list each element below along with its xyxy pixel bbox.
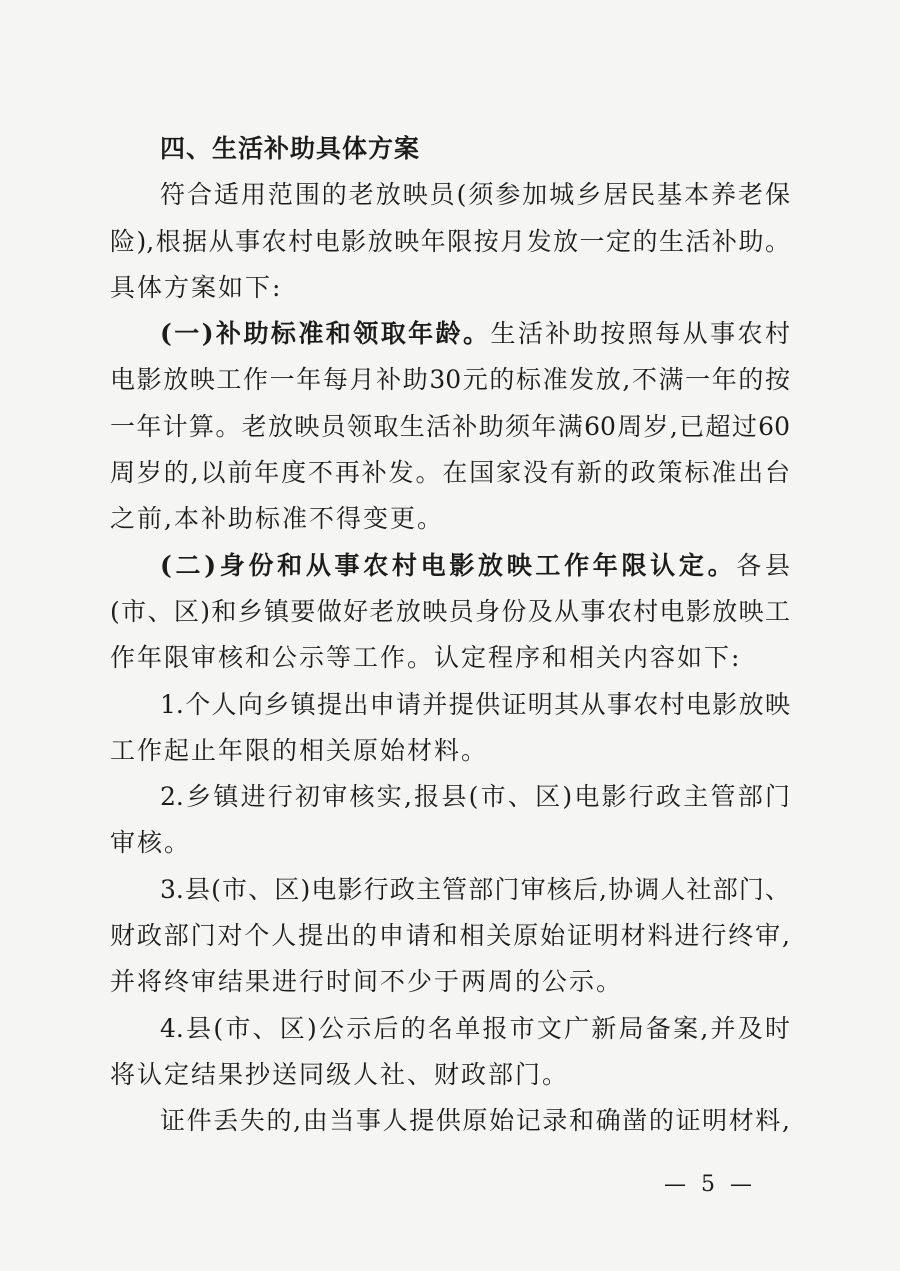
paragraph-line: 周岁的,以前年度不再补发。在国家没有新的政策标准出台 — [110, 458, 790, 488]
paragraph-text: 各县 — [736, 550, 790, 580]
intro-line: 符合适用范围的老放映员(须参加城乡居民基本养老保 — [160, 180, 790, 210]
list-item-3-continued: 并将终审结果进行时间不少于两周的公示。 — [110, 967, 624, 997]
list-item-3: 3.县(市、区)电影行政主管部门审核后,协调人社部门、 — [160, 874, 790, 904]
paragraph-line: 一年计算。老放映员领取生活补助须年满60周岁,已超过60 — [110, 411, 790, 441]
subsection-2-title: (二)身份和从事农村电影放映工作年限认定。 — [160, 550, 737, 580]
list-item-4: 4.县(市、区)公示后的名单报市文广新局备案,并及时 — [160, 1013, 790, 1043]
intro-line: 具体方案如下: — [110, 272, 283, 302]
page-number: — 5 — — [664, 1172, 756, 1197]
paragraph-line: (市、区)和乡镇要做好老放映员身份及从事农村电影放映工 — [110, 596, 790, 626]
intro-line: 险),根据从事农村电影放映年限按月发放一定的生活补助。 — [110, 226, 790, 256]
closing-line: 证件丢失的,由当事人提供原始记录和确凿的证明材料, — [160, 1106, 790, 1136]
section-heading: 四、生活补助具体方案 — [160, 134, 421, 163]
document-body — [110, 126, 790, 1145]
list-item-3-continued: 财政部门对个人提出的申请和相关原始证明材料进行终审, — [110, 921, 790, 951]
list-item-2: 2.乡镇进行初审核实,报县(市、区)电影行政主管部门 — [160, 782, 790, 812]
paragraph-text: 生活补助按照每从事农村 — [490, 319, 790, 349]
subsection-2-first-line — [110, 543, 790, 589]
list-item-2-continued: 审核。 — [110, 828, 192, 858]
paragraph-line: 作年限审核和公示等工作。认定程序和相关内容如下: — [110, 643, 742, 673]
list-item-4-continued: 将认定结果抄送同级人社、财政部门。 — [110, 1059, 570, 1089]
list-item-1-continued: 工作起止年限的相关原始材料。 — [110, 735, 489, 765]
subsection-1-title: (一)补助标准和领取年龄。 — [160, 319, 491, 349]
subsection-1-first-line — [110, 311, 790, 357]
list-item-1: 1.个人向乡镇提出申请并提供证明其从事农村电影放映 — [160, 689, 790, 719]
paragraph-line: 电影放映工作一年每月补助30元的标准发放,不满一年的按 — [110, 365, 790, 395]
paragraph-line: 之前,本补助标准不得变更。 — [110, 504, 444, 534]
